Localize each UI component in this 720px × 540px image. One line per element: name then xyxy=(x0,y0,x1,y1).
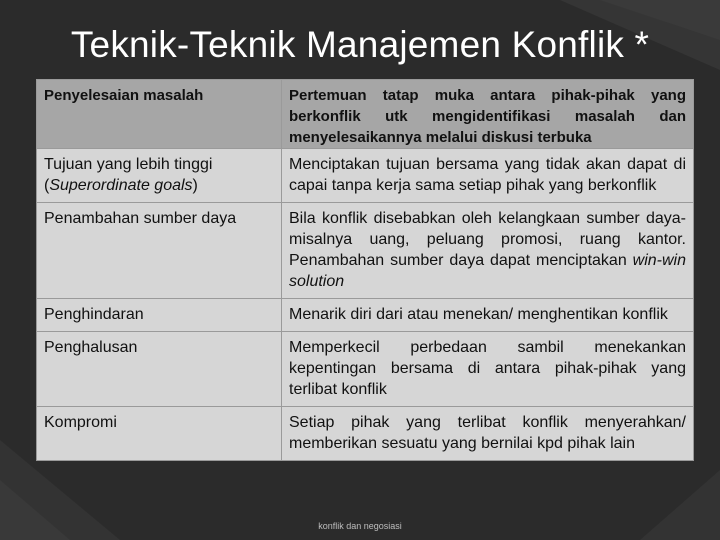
row-description: Setiap pihak yang terlibat konflik menyerahkan/ memberikan sesuatu yang bernilai kpd pihak lain xyxy=(282,407,694,461)
row-description: Menciptakan tujuan bersama yang tidak akan dapat di capai tanpa kerja sama setiap pihak yang berkonflik xyxy=(282,149,694,203)
row-description: Memperkecil perbedaan sambil menekankan kepentingan bersama di antara pihak-pihak yang terlibat konflik xyxy=(282,332,694,407)
header-technique: Penyelesaian masalah xyxy=(37,80,282,149)
description-italic: win-win solution xyxy=(289,252,686,290)
slide-footer: konflik dan negosiasi xyxy=(318,521,402,531)
table-header-row xyxy=(37,80,694,149)
table-row xyxy=(37,149,694,203)
technique-italic: Superordinate goals xyxy=(49,177,193,194)
slide-title: Teknik-Teknik Manajemen Konflik * xyxy=(70,24,650,65)
table-row xyxy=(37,407,694,461)
paren-open: ( xyxy=(44,177,50,194)
paren-close: ) xyxy=(192,177,198,194)
description-text: Bila konflik disebabkan oleh kelangkaan sumber daya- misalnya uang, peluang promosi, ruang kantor. Penambahan sumber daya dapat menciptakan xyxy=(289,210,686,269)
row-technique: Penghalusan xyxy=(37,332,282,407)
technique-text: Tujuan yang lebih tinggi xyxy=(44,156,213,173)
row-description: Menarik diri dari atau menekan/ menghentikan konflik xyxy=(282,299,694,332)
header-description: Pertemuan tatap muka antara pihak-pihak yang berkonflik utk mengidentifikasi masalah dan menyelesaikannya melalui diskusi terbuka xyxy=(282,80,694,149)
row-technique: Penghindaran xyxy=(37,299,282,332)
table-row xyxy=(37,332,694,407)
row-technique: Kompromi xyxy=(37,407,282,461)
row-technique xyxy=(37,149,282,203)
technique-table xyxy=(36,79,694,461)
row-description xyxy=(282,203,694,299)
table-row xyxy=(37,203,694,299)
table-row xyxy=(37,299,694,332)
row-technique: Penambahan sumber daya xyxy=(37,203,282,299)
